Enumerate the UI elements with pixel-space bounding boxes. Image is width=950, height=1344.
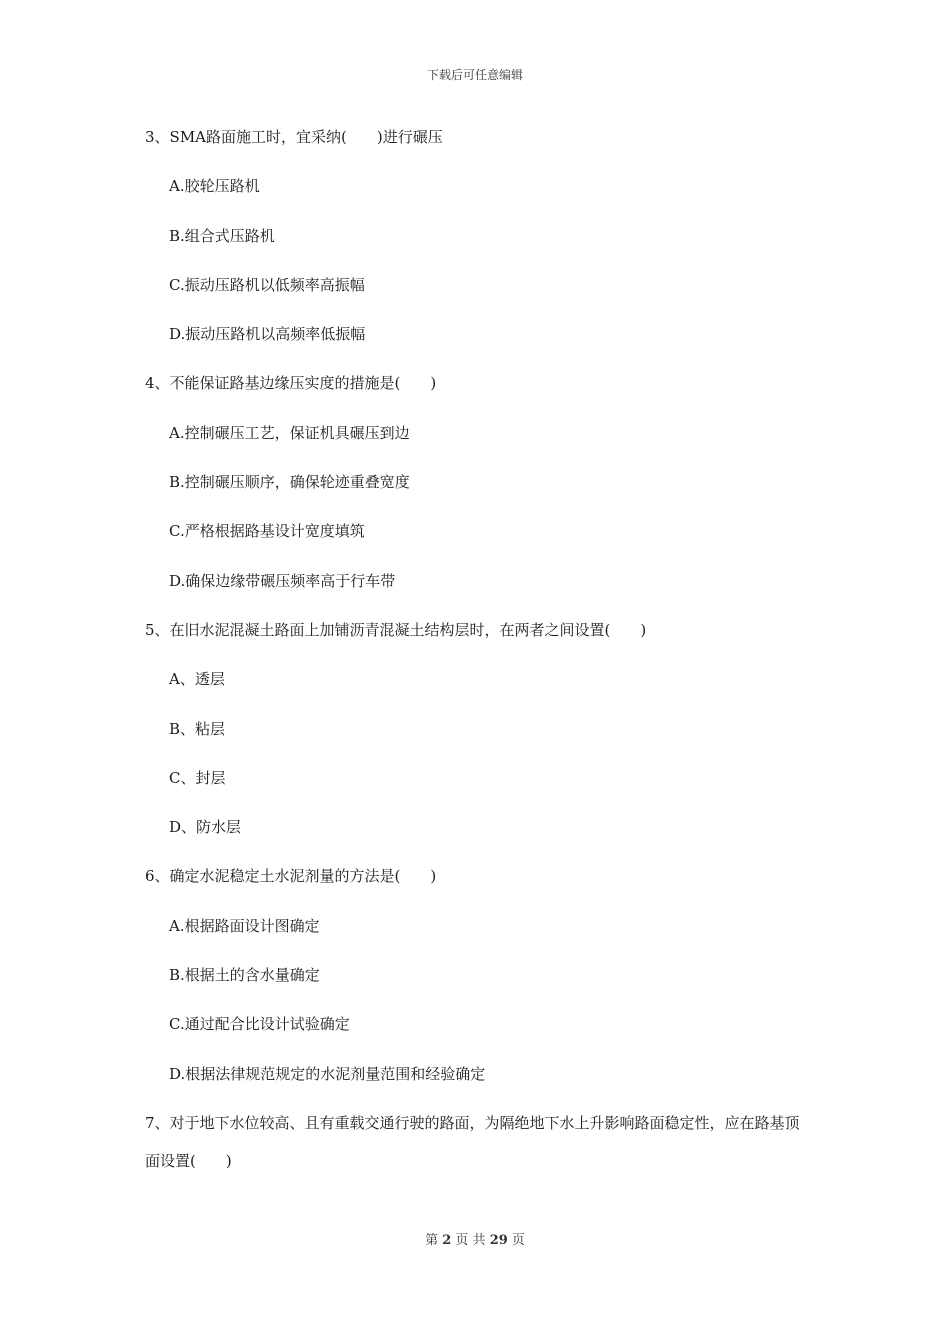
question-3-option-a: A.胶轮压路机 xyxy=(169,177,260,196)
footer-total-pages: 29 xyxy=(489,1233,508,1248)
question-4-option-b: B.控制碾压顺序，确保轮迹重叠宽度 xyxy=(169,473,410,492)
page-footer xyxy=(0,1229,950,1248)
question-5-option-c: C、封层 xyxy=(169,768,226,787)
question-3-option-b: B.组合式压路机 xyxy=(169,226,275,245)
question-3-option-d: D.振动压路机以高频率低振幅 xyxy=(169,325,366,344)
question-stem-3: 3、SMA路面施工时，宜采纳( )进行碾压 xyxy=(145,128,443,146)
question-4-option-c: C.严格根据路基设计宽度填筑 xyxy=(169,522,365,541)
question-3-option-c: C.振动压路机以低频率高振幅 xyxy=(169,275,365,294)
footer-prefix: 第 xyxy=(425,1233,439,1248)
question-stem-6: 6、确定水泥稳定土水泥剂量的方法是( ) xyxy=(145,867,437,886)
question-stem-4: 4、不能保证路基边缘压实度的措施是( ) xyxy=(145,374,437,393)
question-5-option-d: D、防水层 xyxy=(169,818,242,837)
page-header: 下载后可任意编辑 xyxy=(426,68,523,82)
footer-page-number: 2 xyxy=(442,1233,452,1248)
question-6-option-d: D.根据法律规范规定的水泥剂量范围和经验确定 xyxy=(169,1064,486,1083)
footer-suffix: 页 xyxy=(511,1233,525,1248)
question-stem-5: 5、在旧水泥混凝土路面上加铺沥青混凝土结构层时，在两者之间设置( ) xyxy=(145,620,647,639)
question-4-option-a: A.控制碾压工艺，保证机具碾压到边 xyxy=(169,423,410,442)
question-list xyxy=(145,124,810,1180)
question-5-option-b: B、粘层 xyxy=(169,719,226,738)
question-stem-7: 7、对于地下水位较高、且有重载交通行驶的路面，为隔绝地下水上升影响路面稳定性，应在路基顶面设置( ) xyxy=(145,1113,800,1170)
footer-middle: 页 共 xyxy=(455,1233,486,1248)
question-6-option-b: B.根据土的含水量确定 xyxy=(169,966,320,985)
question-4-option-d: D.确保边缘带碾压频率高于行车带 xyxy=(169,571,396,590)
question-6-option-a: A.根据路面设计图确定 xyxy=(169,916,320,935)
question-5-option-a: A、透层 xyxy=(169,670,225,689)
question-6-option-c: C.通过配合比设计试验确定 xyxy=(169,1015,350,1034)
